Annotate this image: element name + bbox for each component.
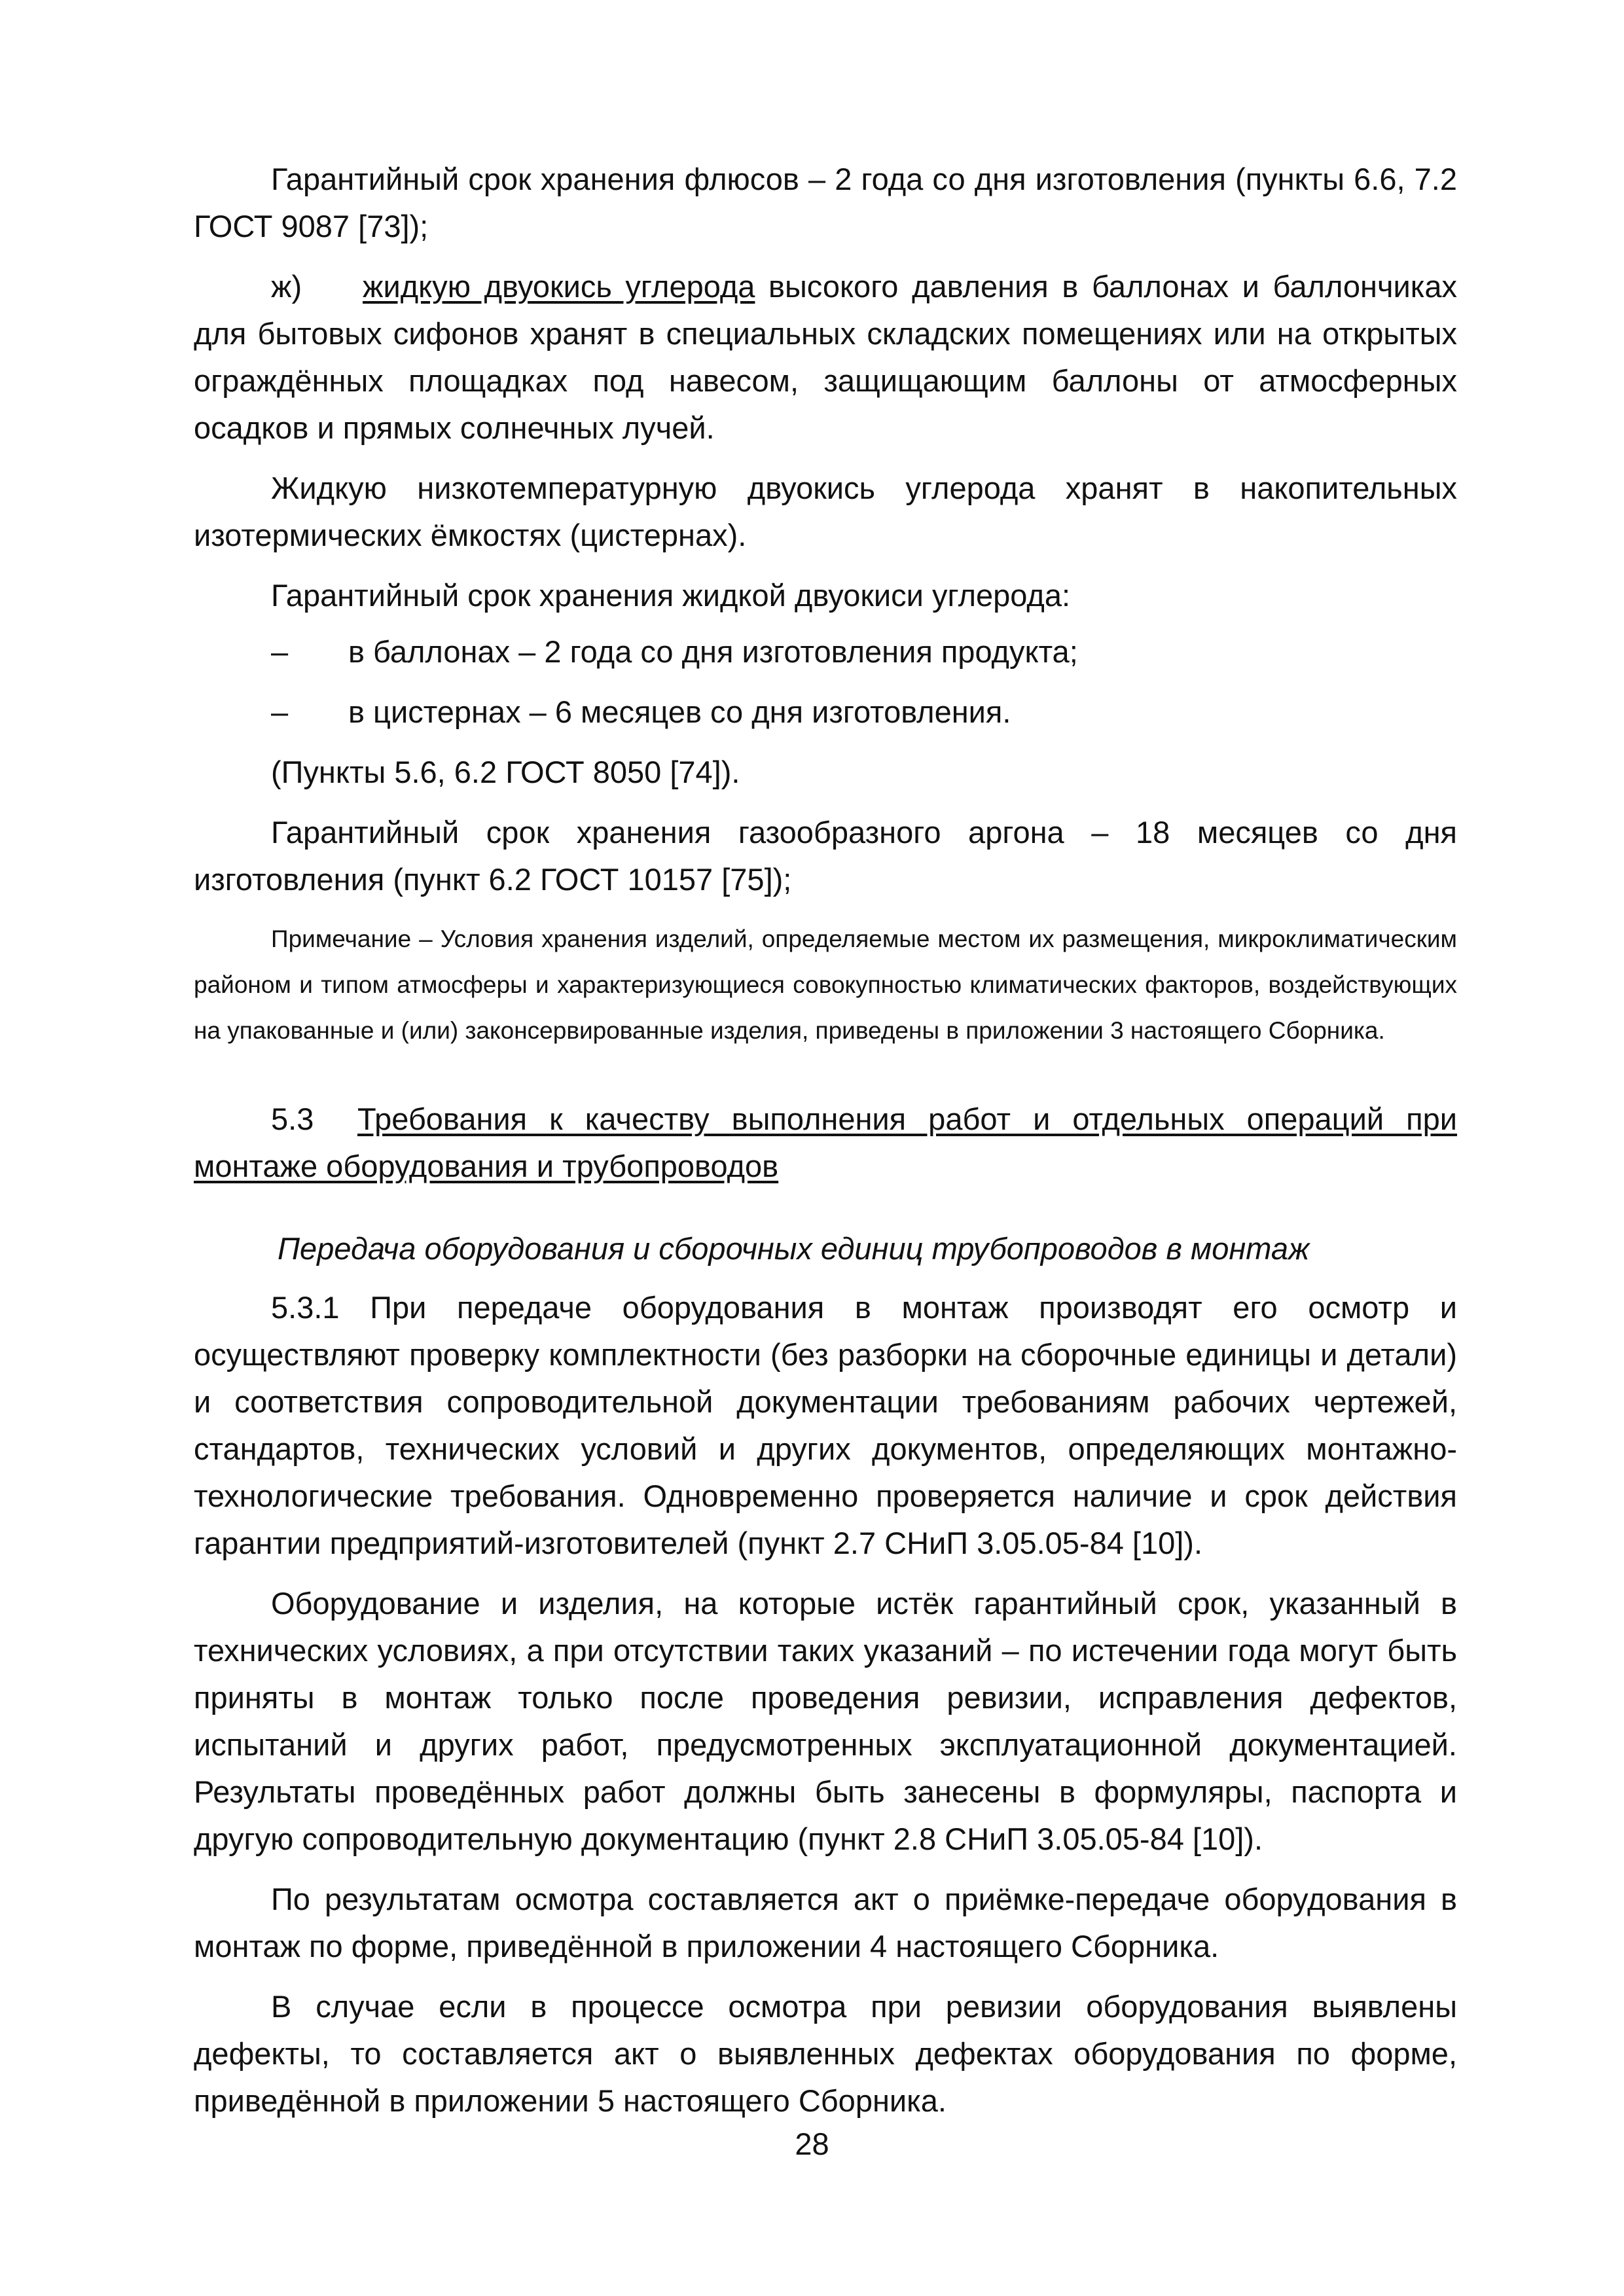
paragraph-co2-storage <box>194 263 1457 452</box>
underlined-term: жидкую двуокись углерода <box>363 269 755 304</box>
list-dash: – <box>271 634 289 669</box>
list-label: ж) <box>271 269 302 304</box>
paragraph-flux-storage: Гарантийный срок хранения флюсов – 2 года со дня изготовления (пункты 6.6, 7.2 ГОСТ 9087 [73]); <box>194 162 1457 243</box>
list-item-text: в цистернах – 6 месяцев со дня изготовления. <box>348 694 1011 729</box>
paragraph-531: 5.3.1 При передаче оборудования в монтаж производят его осмотр и осуществляют проверку комплектности (без разборки на сборочные единицы и детали) и соответствия сопроводительной документации требованиям рабочих чертежей, стандартов, технических условий и других документов, определяющих монтажно-технологические требования. Одновременно проверяется наличие и срок действия гарантии предприятий-изготовителей (пункт 2.7 СНиП 3.05.05-84 [10]). <box>194 1290 1457 1560</box>
note: Примечание – Условия хранения изделий, определяемые местом их размещения, микроклиматическим районом и типом атмосферы и характеризующиеся совокупностью климатических факторов, воздействующих на упакованные и (или) законсервированные изделия, приведены в приложении 3 настоящего Сборника. <box>194 925 1457 1044</box>
page-number: 28 <box>795 2126 829 2161</box>
section-number: 5.3 <box>271 1102 314 1136</box>
subheading: Передача оборудования и сборочных единиц трубопроводов в монтаж <box>278 1231 1310 1266</box>
paragraph-text: высокого давления в баллонах и баллончиках для бытовых сифонов хранят в специальных складских помещениях или на открытых ограждённых площадках под навесом, защищающим баллоны от атмосферных осадков и прямых солнечных лучей. <box>194 269 1457 445</box>
paragraph-lowtemp-co2: Жидкую низкотемпературную двуокись углерода хранят в накопительных изотермических ёмкостях (цистернах). <box>194 471 1457 552</box>
paragraph-defects-act: В случае если в процессе осмотра при ревизии оборудования выявлены дефекты, то составляется акт о выявленных дефектах оборудования по форме, приведённой в приложении 5 настоящего Сборника. <box>194 1989 1457 2118</box>
list-item <box>194 628 1457 675</box>
section-heading <box>194 1096 1457 1190</box>
paragraph-reference: (Пункты 5.6, 6.2 ГОСТ 8050 [74]). <box>271 755 740 789</box>
paragraph-expired-equipment: Оборудование и изделия, на которые истёк гарантийный срок, указанный в технических условиях, а при отсутствии таких указаний – по истечении года могут быть приняты в монтаж только после проведения ревизии, исправления дефектов, испытаний и других работ, предусмотренных эксплуатационной документацией. Результаты проведённых работ должны быть занесены в формуляры, паспорта и другую сопроводительную документацию (пункт 2.8 СНиП 3.05.05-84 [10]). <box>194 1586 1457 1856</box>
list-item-text: в баллонах – 2 года со дня изготовления продукта; <box>348 634 1078 669</box>
list-item <box>194 689 1457 736</box>
document-page <box>194 156 1457 2138</box>
paragraph-argon: Гарантийный срок хранения газообразного аргона – 18 месяцев со дня изготовления (пункт 6.2 ГОСТ 10157 [75]); <box>194 815 1457 897</box>
section-title: Требования к качеству выполнения работ и отдельных операций при монтаже оборудования и трубопроводов <box>194 1102 1457 1183</box>
paragraph-acceptance-act: По результатам осмотра составляется акт о приёмке-передаче оборудования в монтаж по форме, приведённой в приложении 4 настоящего Сборника. <box>194 1882 1457 1964</box>
list-dash: – <box>271 694 289 729</box>
paragraph-co2-warranty: Гарантийный срок хранения жидкой двуокиси углерода: <box>271 578 1071 613</box>
